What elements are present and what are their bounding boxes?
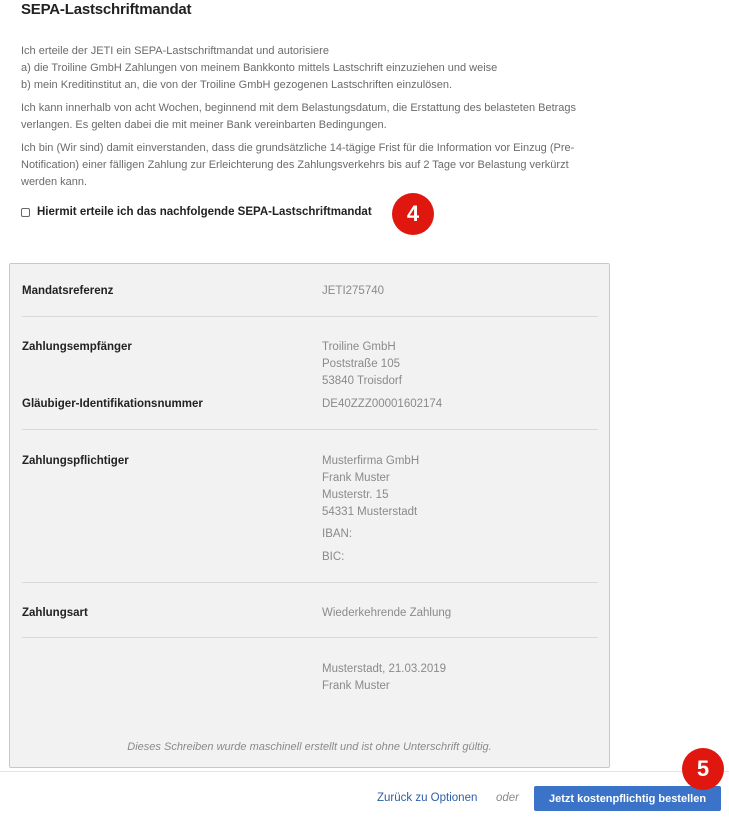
intro-line: Ich erteile der JETI ein SEPA-Lastschriftmandat und autorisiere [21,45,329,57]
divider [22,637,598,638]
intro-paragraph-authorization [21,43,611,94]
divider [22,429,598,430]
payer-company: Musterfirma GmbH [322,455,420,467]
intro-line: Notification) einer fälligen Zahlung zur Erleichterung des Zahlungsverkehrs bis auf 2 Tage vor Belastung verkürzt [21,159,569,171]
intro-paragraph-refund [21,100,611,134]
payer-address [322,453,419,521]
divider [22,582,598,583]
intro-line: Ich bin (Wir sind) damit einverstanden, dass die grundsätzliche 14-tägige Frist für die Information vor Einzug (Pre- [21,142,575,154]
iban-label: IBAN: [322,528,353,540]
payment-type-value: Wiederkehrende Zahlung [322,607,452,619]
creditor-id-value: DE40ZZZ00001602174 [322,398,443,410]
payee-label: Zahlungsempfänger [22,341,132,353]
mandate-details-panel [9,263,610,768]
signature-block [322,661,446,695]
signer-name: Frank Muster [322,680,390,692]
mandate-intro-text [21,43,611,197]
machine-generated-note: Dieses Schreiben wurde maschinell erstellt und ist ohne Unterschrift gültig. [127,741,492,753]
payee-name: Troiline GmbH [322,341,396,353]
payer-city: 54331 Musterstadt [322,506,418,518]
payer-label: Zahlungspflichtiger [22,455,129,467]
payment-type-label: Zahlungsart [22,607,88,619]
or-separator: oder [496,792,520,804]
payee-street: Poststraße 105 [322,358,400,370]
payee-city: 53840 Troisdorf [322,375,402,387]
back-to-options-link[interactable]: Zurück zu Optionen [377,792,478,804]
step-badge-5: 5 [682,748,724,790]
order-button[interactable]: Jetzt kostenpflichtig bestellen [534,786,721,811]
creditor-id-label: Gläubiger-Identifikationsnummer [22,398,203,410]
intro-line: b) mein Kreditinstitut an, die von der Troiline GmbH gezogenen Lastschriften einzulösen. [21,79,453,91]
mandate-reference-value: JETI275740 [322,285,385,297]
consent-label: Hiermit erteile ich das nachfolgende SEPA-Lastschriftmandat [37,206,372,218]
bic-label: BIC: [322,551,345,563]
step-badge-4: 4 [392,193,434,235]
place-date: Musterstadt, 21.03.2019 [322,663,447,675]
footer-divider [0,771,729,772]
payer-person: Frank Muster [322,472,390,484]
intro-paragraph-prenotification [21,140,611,191]
intro-line: werden kann. [21,176,88,188]
intro-line: a) die Troiline GmbH Zahlungen von meinem Bankkonto mittels Lastschrift einzuziehen und weise [21,62,498,74]
intro-line: verlangen. Es gelten dabei die mit meiner Bank vereinbarten Bedingungen. [21,119,387,131]
consent-checkbox-row[interactable] [21,206,372,218]
payee-address [322,339,402,390]
divider [22,316,598,317]
mandate-reference-label: Mandatsreferenz [22,285,114,297]
payer-street: Musterstr. 15 [322,489,389,501]
consent-checkbox[interactable] [21,208,30,217]
page-title: SEPA-Lastschriftmandat [21,1,192,18]
intro-line: Ich kann innerhalb von acht Wochen, beginnend mit dem Belastungsdatum, die Erstattung des belasteten Betrags [21,102,577,114]
